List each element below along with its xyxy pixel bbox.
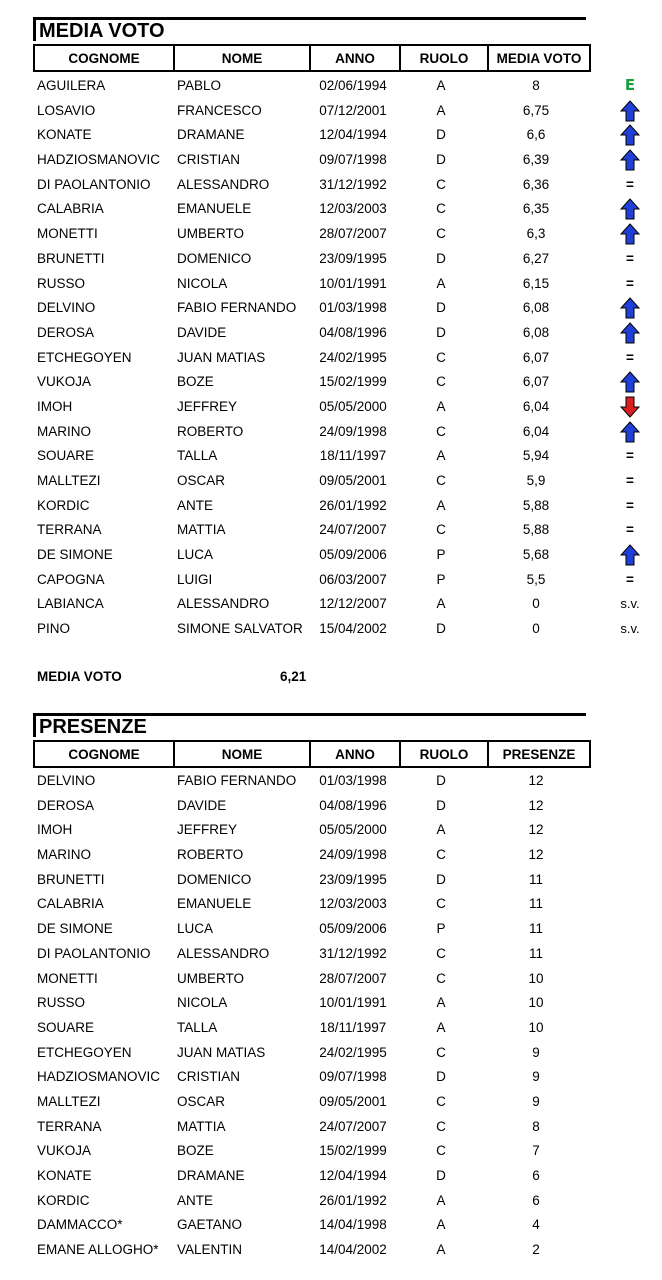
cell-valore: 6,39 bbox=[522, 152, 550, 168]
cell-valore: 10 bbox=[528, 995, 544, 1011]
table-row bbox=[0, 469, 662, 494]
arrow-up-icon bbox=[620, 322, 640, 344]
cell-valore: 5,88 bbox=[522, 522, 550, 538]
table-row bbox=[0, 444, 662, 469]
table-row bbox=[0, 123, 662, 148]
cell-cognome: KONATE bbox=[37, 127, 92, 143]
cell-anno: 24/02/1995 bbox=[319, 1044, 387, 1060]
table-row bbox=[0, 1090, 662, 1115]
cell-nome: VALENTIN bbox=[177, 1242, 243, 1258]
cell-anno: 12/03/2003 bbox=[319, 896, 387, 912]
cell-nome: TALLA bbox=[177, 448, 218, 464]
equal-icon: = bbox=[626, 448, 634, 464]
cell-valore: 0 bbox=[532, 596, 540, 612]
cell-nome: FABIO FERNANDO bbox=[177, 300, 297, 316]
cell-valore: 5,94 bbox=[522, 448, 550, 464]
cell-anno: 09/05/2001 bbox=[319, 1093, 387, 1109]
cell-cognome: DE SIMONE bbox=[37, 921, 113, 937]
arrow-up-icon bbox=[620, 421, 640, 443]
cell-valore: 9 bbox=[532, 1044, 540, 1060]
arrow-up-icon bbox=[620, 149, 640, 171]
arrow-up-icon bbox=[620, 124, 640, 146]
cell-ruolo: A bbox=[436, 822, 446, 838]
table-row bbox=[0, 592, 662, 617]
cell-nome: JUAN MATIAS bbox=[177, 1044, 266, 1060]
cell-nome: ROBERTO bbox=[177, 423, 244, 439]
cell-anno: 05/05/2000 bbox=[319, 398, 387, 414]
cell-valore: 6,08 bbox=[522, 300, 550, 316]
cell-anno: 01/03/1998 bbox=[319, 773, 387, 788]
header-nome: NOME bbox=[173, 740, 311, 768]
cell-nome: LUIGI bbox=[177, 571, 213, 587]
cell-ruolo: D bbox=[436, 871, 446, 887]
table-row bbox=[0, 617, 662, 642]
equal-icon: = bbox=[626, 497, 634, 513]
presenze-header bbox=[33, 740, 591, 768]
equal-icon: = bbox=[626, 571, 634, 587]
header-anno: ANNO bbox=[309, 740, 401, 768]
cell-valore: 12 bbox=[528, 773, 544, 788]
cell-valore: 11 bbox=[528, 871, 543, 887]
sv-label: s.v. bbox=[620, 596, 640, 612]
table-row bbox=[0, 222, 662, 247]
table-row bbox=[0, 967, 662, 992]
cell-nome: FABIO FERNANDO bbox=[177, 773, 297, 788]
table-row bbox=[0, 991, 662, 1016]
cell-nome: OSCAR bbox=[177, 1093, 226, 1109]
cell-ruolo: A bbox=[436, 1217, 446, 1233]
header-media-voto: MEDIA VOTO bbox=[487, 44, 591, 72]
cell-anno: 28/07/2007 bbox=[319, 226, 387, 242]
cell-ruolo: D bbox=[436, 127, 446, 143]
cell-anno: 24/02/1995 bbox=[319, 349, 387, 365]
table-row bbox=[0, 395, 662, 420]
cell-nome: TALLA bbox=[177, 1019, 218, 1035]
cell-ruolo: D bbox=[436, 152, 446, 168]
average-value: 6,21 bbox=[280, 669, 307, 684]
cell-valore: 5,68 bbox=[522, 547, 550, 563]
cell-nome: CRISTIAN bbox=[177, 1069, 241, 1085]
header-cognome: COGNOME bbox=[33, 44, 175, 72]
cell-nome: NICOLA bbox=[177, 275, 228, 291]
cell-ruolo: A bbox=[436, 497, 446, 513]
cell-nome: SIMONE SALVATOR bbox=[177, 621, 303, 637]
cell-anno: 04/08/1996 bbox=[319, 324, 387, 340]
cell-anno: 10/01/1991 bbox=[319, 275, 387, 291]
cell-nome: ALESSANDRO bbox=[177, 945, 270, 961]
cell-valore: 9 bbox=[532, 1069, 540, 1085]
cell-anno: 23/09/1995 bbox=[319, 250, 387, 266]
cell-cognome: LOSAVIO bbox=[37, 102, 96, 118]
cell-nome: DOMENICO bbox=[177, 871, 252, 887]
cell-nome: MATTIA bbox=[177, 522, 226, 538]
cell-valore: 6,3 bbox=[526, 226, 546, 242]
cell-anno: 14/04/1998 bbox=[319, 1217, 387, 1233]
cell-anno: 12/04/1994 bbox=[319, 1168, 387, 1183]
table-row bbox=[0, 346, 662, 371]
cell-cognome: DAMMACCO* bbox=[37, 1217, 123, 1233]
cell-cognome: DE SIMONE bbox=[37, 547, 113, 563]
cell-ruolo: A bbox=[436, 78, 446, 93]
equal-icon: = bbox=[626, 250, 634, 266]
table-row bbox=[0, 197, 662, 222]
cell-cognome: DI PAOLANTONIO bbox=[37, 945, 151, 961]
cell-ruolo: D bbox=[436, 797, 446, 813]
cell-cognome: EMANE ALLOGHO* bbox=[37, 1242, 159, 1258]
arrow-down-icon bbox=[620, 396, 640, 418]
cell-cognome: RUSSO bbox=[37, 275, 86, 291]
cell-nome: UMBERTO bbox=[177, 226, 245, 242]
cell-valore: 5,88 bbox=[522, 497, 550, 513]
cell-anno: 12/04/1994 bbox=[319, 127, 387, 143]
cell-ruolo: A bbox=[436, 1242, 446, 1258]
table-row bbox=[0, 568, 662, 593]
cell-valore: 8 bbox=[532, 1118, 540, 1134]
cell-valore: 6,35 bbox=[522, 201, 550, 217]
cell-cognome: KONATE bbox=[37, 1168, 92, 1183]
cell-anno: 02/06/1994 bbox=[319, 78, 387, 93]
cell-cognome: RUSSO bbox=[37, 995, 86, 1011]
cell-ruolo: D bbox=[436, 250, 446, 266]
cell-ruolo: A bbox=[436, 275, 446, 291]
table-row bbox=[0, 1041, 662, 1066]
cell-cognome: SOUARE bbox=[37, 1019, 95, 1035]
cell-nome: GAETANO bbox=[177, 1217, 243, 1233]
cell-cognome: IMOH bbox=[37, 822, 73, 838]
cell-ruolo: P bbox=[436, 921, 446, 937]
cell-anno: 14/04/2002 bbox=[319, 1242, 387, 1258]
cell-ruolo: P bbox=[436, 547, 446, 563]
table-row bbox=[0, 543, 662, 568]
cell-nome: EMANUELE bbox=[177, 201, 252, 217]
cell-valore: 8 bbox=[532, 78, 540, 93]
table-row bbox=[0, 1164, 662, 1189]
equal-icon: = bbox=[626, 176, 634, 192]
cell-nome: ALESSANDRO bbox=[177, 176, 270, 192]
table-row bbox=[0, 1065, 662, 1090]
table-row bbox=[0, 843, 662, 868]
cell-cognome: MARINO bbox=[37, 423, 91, 439]
cell-cognome: HADZIOSMANOVIC bbox=[37, 152, 161, 168]
cell-nome: ROBERTO bbox=[177, 847, 244, 863]
cell-anno: 04/08/1996 bbox=[319, 797, 387, 813]
header-presenze: PRESENZE bbox=[487, 740, 591, 768]
table-row bbox=[0, 296, 662, 321]
cell-ruolo: D bbox=[436, 1069, 446, 1085]
equal-icon: = bbox=[626, 349, 634, 365]
cell-ruolo: C bbox=[436, 226, 446, 242]
cell-cognome: BRUNETTI bbox=[37, 871, 105, 887]
cell-cognome: KORDIC bbox=[37, 1192, 90, 1208]
media-voto-table bbox=[0, 74, 662, 642]
cell-ruolo: C bbox=[436, 349, 446, 365]
header-nome: NOME bbox=[173, 44, 311, 72]
arrow-up-icon bbox=[620, 297, 640, 319]
cell-valore: 11 bbox=[528, 945, 543, 961]
cell-valore: 10 bbox=[528, 970, 544, 986]
media-voto-title: MEDIA VOTO bbox=[33, 17, 586, 41]
cell-cognome: DELVINO bbox=[37, 300, 96, 316]
table-row bbox=[0, 247, 662, 272]
cell-ruolo: C bbox=[436, 1143, 446, 1159]
cell-ruolo: A bbox=[436, 1019, 446, 1035]
cell-valore: 6,07 bbox=[522, 374, 550, 390]
table-row bbox=[0, 769, 662, 794]
arrow-up-icon bbox=[620, 198, 640, 220]
cell-valore: 5,5 bbox=[526, 571, 546, 587]
cell-ruolo: A bbox=[436, 398, 446, 414]
table-row bbox=[0, 917, 662, 942]
cell-cognome: CALABRIA bbox=[37, 201, 104, 217]
header-anno: ANNO bbox=[309, 44, 401, 72]
cell-anno: 12/03/2003 bbox=[319, 201, 387, 217]
equal-icon: = bbox=[626, 522, 634, 538]
table-row bbox=[0, 818, 662, 843]
cell-anno: 09/07/1998 bbox=[319, 152, 387, 168]
cell-anno: 23/09/1995 bbox=[319, 871, 387, 887]
presenze-table bbox=[0, 769, 662, 1263]
cell-nome: UMBERTO bbox=[177, 970, 245, 986]
table-row bbox=[0, 173, 662, 198]
cell-valore: 12 bbox=[528, 822, 544, 838]
cell-nome: ANTE bbox=[177, 1192, 214, 1208]
cell-cognome: CALABRIA bbox=[37, 896, 104, 912]
cell-cognome: ETCHEGOYEN bbox=[37, 1044, 132, 1060]
table-row bbox=[0, 148, 662, 173]
cell-ruolo: C bbox=[436, 176, 446, 192]
cell-ruolo: C bbox=[436, 847, 446, 863]
cell-cognome: AGUILERA bbox=[37, 78, 106, 93]
cell-valore: 6 bbox=[532, 1192, 540, 1208]
table-row bbox=[0, 420, 662, 445]
cell-cognome: CAPOGNA bbox=[37, 571, 105, 587]
cell-cognome: MALLTEZI bbox=[37, 473, 101, 488]
cell-nome: JEFFREY bbox=[177, 398, 238, 414]
cell-ruolo: D bbox=[436, 621, 446, 637]
cell-nome: DOMENICO bbox=[177, 250, 252, 266]
arrow-up-icon bbox=[620, 544, 640, 566]
cell-nome: PABLO bbox=[177, 78, 222, 93]
cell-valore: 11 bbox=[528, 921, 543, 937]
cell-anno: 24/07/2007 bbox=[319, 522, 387, 538]
cell-nome: JUAN MATIAS bbox=[177, 349, 266, 365]
cell-nome: BOZE bbox=[177, 374, 214, 390]
cell-ruolo: P bbox=[436, 571, 446, 587]
table-row bbox=[0, 370, 662, 395]
cell-cognome: HADZIOSMANOVIC bbox=[37, 1069, 161, 1085]
table-row bbox=[0, 942, 662, 967]
cell-nome: JEFFREY bbox=[177, 822, 238, 838]
cell-cognome: TERRANA bbox=[37, 522, 102, 538]
cell-nome: NICOLA bbox=[177, 995, 228, 1011]
cell-cognome: ETCHEGOYEN bbox=[37, 349, 132, 365]
cell-valore: 6,04 bbox=[522, 398, 550, 414]
table-row bbox=[0, 1115, 662, 1140]
cell-ruolo: D bbox=[436, 773, 446, 788]
cell-nome: MATTIA bbox=[177, 1118, 226, 1134]
cell-valore: 0 bbox=[532, 621, 540, 637]
cell-cognome: MONETTI bbox=[37, 226, 98, 242]
cell-valore: 10 bbox=[528, 1019, 544, 1035]
cell-valore: 6,27 bbox=[522, 250, 550, 266]
cell-nome: EMANUELE bbox=[177, 896, 252, 912]
table-row bbox=[0, 892, 662, 917]
cell-anno: 31/12/1992 bbox=[319, 945, 387, 961]
table-row bbox=[0, 794, 662, 819]
cell-nome: BOZE bbox=[177, 1143, 214, 1159]
table-row bbox=[0, 494, 662, 519]
cell-ruolo: C bbox=[436, 896, 446, 912]
equal-icon: = bbox=[626, 275, 634, 291]
cell-anno: 24/09/1998 bbox=[319, 847, 387, 863]
cell-nome: ALESSANDRO bbox=[177, 596, 270, 612]
cell-ruolo: C bbox=[436, 1118, 446, 1134]
average-label: MEDIA VOTO bbox=[37, 669, 122, 684]
cell-nome: DAVIDE bbox=[177, 324, 227, 340]
cell-cognome: DI PAOLANTONIO bbox=[37, 176, 151, 192]
cell-anno: 31/12/1992 bbox=[319, 176, 387, 192]
header-ruolo: RUOLO bbox=[399, 44, 489, 72]
cell-cognome: DEROSA bbox=[37, 324, 95, 340]
cell-cognome: BRUNETTI bbox=[37, 250, 105, 266]
cell-anno: 26/01/1992 bbox=[319, 1192, 387, 1208]
table-row bbox=[0, 1189, 662, 1214]
cell-cognome: IMOH bbox=[37, 398, 73, 414]
cell-ruolo: C bbox=[436, 1044, 446, 1060]
cell-cognome: DEROSA bbox=[37, 797, 95, 813]
cell-nome: DAVIDE bbox=[177, 797, 227, 813]
cell-ruolo: C bbox=[436, 473, 446, 488]
cell-valore: 4 bbox=[532, 1217, 540, 1233]
cell-anno: 24/09/1998 bbox=[319, 423, 387, 439]
media-voto-header bbox=[33, 44, 591, 72]
cell-nome: LUCA bbox=[177, 921, 214, 937]
cell-cognome: MONETTI bbox=[37, 970, 98, 986]
cell-anno: 18/11/1997 bbox=[319, 448, 387, 464]
cell-anno: 07/12/2001 bbox=[319, 102, 387, 118]
cell-nome: FRANCESCO bbox=[177, 102, 262, 118]
cell-nome: DRAMANE bbox=[177, 127, 245, 143]
table-row bbox=[0, 1238, 662, 1263]
cell-ruolo: D bbox=[436, 1168, 446, 1183]
cell-ruolo: C bbox=[436, 201, 446, 217]
cell-ruolo: C bbox=[436, 522, 446, 538]
cell-nome: OSCAR bbox=[177, 473, 226, 488]
cell-cognome: VUKOJA bbox=[37, 1143, 92, 1159]
cell-nome: DRAMANE bbox=[177, 1168, 245, 1183]
header-ruolo: RUOLO bbox=[399, 740, 489, 768]
cell-ruolo: A bbox=[436, 102, 446, 118]
cell-anno: 05/05/2000 bbox=[319, 822, 387, 838]
cell-anno: 10/01/1991 bbox=[319, 995, 387, 1011]
cell-ruolo: A bbox=[436, 1192, 446, 1208]
cell-ruolo: A bbox=[436, 995, 446, 1011]
cell-valore: 5,9 bbox=[526, 473, 546, 488]
cell-valore: 7 bbox=[532, 1143, 540, 1159]
cell-anno: 09/07/1998 bbox=[319, 1069, 387, 1085]
cell-anno: 15/02/1999 bbox=[319, 1143, 387, 1159]
cell-anno: 24/07/2007 bbox=[319, 1118, 387, 1134]
cell-valore: 6,07 bbox=[522, 349, 550, 365]
cell-valore: 2 bbox=[532, 1242, 540, 1258]
table-row bbox=[0, 518, 662, 543]
equal-icon: = bbox=[626, 473, 634, 488]
table-row bbox=[0, 321, 662, 346]
cell-valore: 6,15 bbox=[522, 275, 550, 291]
cell-cognome: PINO bbox=[37, 621, 71, 637]
cell-ruolo: D bbox=[436, 324, 446, 340]
cell-ruolo: C bbox=[436, 423, 446, 439]
cell-ruolo: D bbox=[436, 300, 446, 316]
cell-nome: CRISTIAN bbox=[177, 152, 241, 168]
table-row bbox=[0, 868, 662, 893]
cell-ruolo: C bbox=[436, 374, 446, 390]
table-row bbox=[0, 99, 662, 124]
sv-label: s.v. bbox=[620, 621, 640, 637]
cell-anno: 05/09/2006 bbox=[319, 547, 387, 563]
cell-ruolo: C bbox=[436, 945, 446, 961]
table-row bbox=[0, 1139, 662, 1164]
table-row bbox=[0, 1016, 662, 1041]
arrow-up-icon bbox=[620, 100, 640, 122]
header-cognome: COGNOME bbox=[33, 740, 175, 768]
cell-cognome: LABIANCA bbox=[37, 596, 104, 612]
cell-cognome: TERRANA bbox=[37, 1118, 102, 1134]
cell-anno: 26/01/1992 bbox=[319, 497, 387, 513]
cell-nome: LUCA bbox=[177, 547, 214, 563]
cell-anno: 09/05/2001 bbox=[319, 473, 387, 488]
cell-cognome: SOUARE bbox=[37, 448, 95, 464]
cell-anno: 12/12/2007 bbox=[319, 596, 387, 612]
cell-cognome: VUKOJA bbox=[37, 374, 92, 390]
presenze-title: PRESENZE bbox=[33, 713, 586, 737]
cell-cognome: MALLTEZI bbox=[37, 1093, 101, 1109]
cell-ruolo: C bbox=[436, 970, 446, 986]
cell-valore: 12 bbox=[528, 797, 544, 813]
cell-valore: 12 bbox=[528, 847, 544, 863]
cell-ruolo: A bbox=[436, 448, 446, 464]
cell-anno: 18/11/1997 bbox=[319, 1019, 387, 1035]
cell-anno: 15/04/2002 bbox=[319, 621, 387, 637]
arrow-up-icon bbox=[620, 371, 640, 393]
cell-valore: 6,36 bbox=[522, 176, 550, 192]
cell-cognome: MARINO bbox=[37, 847, 91, 863]
table-row bbox=[0, 74, 662, 99]
cell-valore: 6,75 bbox=[522, 102, 550, 118]
table-row bbox=[0, 272, 662, 297]
table-row bbox=[0, 1213, 662, 1238]
cell-valore: 6,04 bbox=[522, 423, 550, 439]
cell-anno: 05/09/2006 bbox=[319, 921, 387, 937]
cell-cognome: DELVINO bbox=[37, 773, 96, 788]
cell-nome: ANTE bbox=[177, 497, 214, 513]
cell-valore: 6 bbox=[532, 1168, 540, 1183]
cell-valore: 6,08 bbox=[522, 324, 550, 340]
cell-anno: 06/03/2007 bbox=[319, 571, 387, 587]
cell-anno: 01/03/1998 bbox=[319, 300, 387, 316]
cell-ruolo: C bbox=[436, 1093, 446, 1109]
new-entry-icon: E bbox=[624, 76, 636, 94]
cell-valore: 6,6 bbox=[526, 127, 546, 143]
cell-cognome: KORDIC bbox=[37, 497, 90, 513]
cell-anno: 15/02/1999 bbox=[319, 374, 387, 390]
cell-anno: 28/07/2007 bbox=[319, 970, 387, 986]
cell-valore: 11 bbox=[528, 896, 543, 912]
cell-valore: 9 bbox=[532, 1093, 540, 1109]
arrow-up-icon bbox=[620, 223, 640, 245]
cell-ruolo: A bbox=[436, 596, 446, 612]
